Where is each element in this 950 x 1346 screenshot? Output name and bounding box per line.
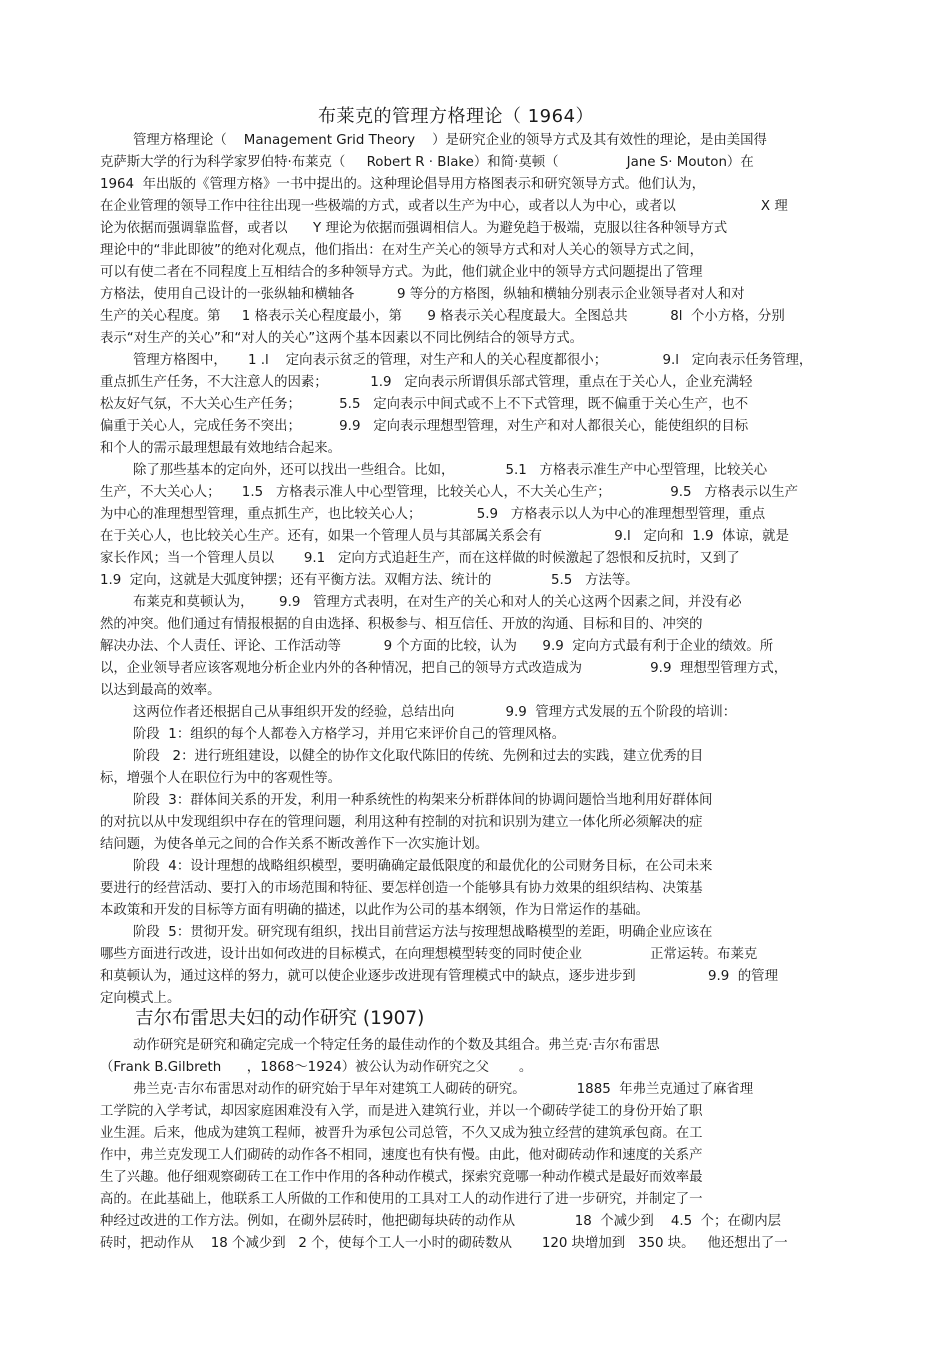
paragraph-line: 阶段 2：进行班组建设，以健全的协作文化取代陈旧的传统、先例和过去的实践，建立优秀的目 [133, 749, 704, 764]
paragraph-line: 砖时，把动作从 18 个减少到 2 个，使每个工人一小时的砌砖数从 120 块增加到 350 块。 他还想出了一 [100, 1236, 788, 1251]
paragraph-line: 除了那些基本的定向外，还可以找出一些组合。比如， 5.1 方格表示准生产中心型管理，比较关心 [133, 463, 768, 478]
paragraph-line: 以，企业领导者应该客观地分析企业内外的各种情况，把自己的领导方式改造成为 9.9 理想型管理方式， [100, 661, 788, 676]
paragraph-line: 和莫顿认为，通过这样的努力，就可以使企业逐步改进现有管理模式中的缺点，逐步进步到 9.9 的管理 [100, 969, 778, 984]
paragraph-line: 解决办法、个人责任、评论、工作活动等 9 个方面的比较，认为 9.9 定向方式最有利于企业的绩效。所 [100, 639, 774, 654]
paragraph-line: 1.9 定向，这就是大弧度钟摆；还有平衡方法。双帽方法、统计的 5.5 方法等。 [100, 573, 639, 588]
paragraph-line: 可以有使二者在不同程度上互相结合的多种领导方式。为此，他们就企业中的领导方式问题提出了管理 [100, 265, 703, 280]
paragraph-line: 阶段 3：群体间关系的开发，利用一种系统性的构架来分析群体间的协调问题恰当地利用好群体间 [133, 793, 713, 808]
paragraph-line: 本政策和开发的目标等方面有明确的描述，以此作为公司的基本纲领，作为日常运作的基础。 [100, 903, 650, 918]
paragraph-line: 哪些方面进行改进，设计出如何改进的目标模式，在向理想模型转变的同时使企业 正常运转。布莱克 [100, 947, 758, 962]
paragraph-line: 松友好气氛，不大关心生产任务； 5.5 定向表示中间式或不上不下式管理，既不偏重于关心生产，也不 [100, 397, 749, 412]
paragraph-line: 然的冲突。他们通过有情报根据的自由选择、积极参与、相互信任、开放的沟通、目标和目的、冲突的 [100, 617, 703, 632]
paragraph-line: 偏重于关心人，完成任务不突出； 9.9 定向表示理想型管理，对生产和对人都很关心，能使组织的目标 [100, 419, 749, 434]
paragraph-line: 在企业管理的领导工作中往往出现一些极端的方式，或者以生产为中心，或者以人为中心，或者以 X 理 [100, 199, 788, 214]
paragraph-line: 业生涯。后来，他成为建筑工程师，被晋升为承包公司总管，不久又成为独立经营的建筑承包商。在工 [100, 1126, 703, 1141]
paragraph-line: 生了兴趣。他仔细观察砌砖工在工作中作用的各种动作模式，探索究竟哪一种动作模式是最好而效率最 [100, 1170, 703, 1185]
paragraph-line: 家长作风；当一个管理人员以 9.1 定向方式追赶生产，而在这样做的时候激起了怨恨和反抗时，又到了 [100, 551, 740, 566]
paragraph-line: 论为依据而强调靠监督，或者以 Y 理论为依据而强调相信人。为避免趋于极端，克服以往各种领导方式 [100, 221, 728, 236]
paragraph-line: 工学院的入学考试，却因家庭困难没有入学，而是进入建筑行业，并以一个砌砖学徒工的身份开始了职 [100, 1104, 703, 1119]
section-title-blake: 布莱克的管理方格理论（ 1964） [318, 106, 595, 127]
paragraph-line: 理论中的“非此即彼”的绝对化观点，他们指出：在对生产关心的领导方式和对人关心的领导方式之间， [100, 243, 704, 258]
paragraph-line: 的对抗以从中发现组织中存在的管理问题，利用这种有控制的对抗和识别为建立一体化所必须解决的症 [100, 815, 703, 830]
paragraph-line: 弗兰克·吉尔布雷思对动作的研究始于早年对建筑工人砌砖的研究。 1885 年弗兰克通过了麻省理 [133, 1082, 754, 1097]
paragraph-line: 以达到最高的效率。 [100, 683, 221, 698]
paragraph-line: 高的。在此基础上，他联系工人所做的工作和使用的工具对工人的动作进行了进一步研究，并制定了一 [100, 1192, 703, 1207]
section-title-gilbreth: 吉尔布雷思夫妇的动作研究 (1907) [135, 1008, 425, 1029]
paragraph-line: 阶段 4：设计理想的战略组织模型，要明确确定最低限度的和最优化的公司财务目标，在公司未来 [133, 859, 713, 874]
paragraph-line: 在于关心人，也比较关心生产。还有，如果一个管理人员与其部属关系会有 9.l 定向和 1.9 体谅，就是 [100, 529, 789, 544]
paragraph-line: 管理方格理论（ Management Grid Theory ）是研究企业的领导方式及其有效性的理论，是由美国得 [133, 133, 767, 148]
paragraph-line: 要进行的经营活动、要打入的市场范围和特征、要怎样创造一个能够具有协力效果的组织结构、决策基 [100, 881, 703, 896]
paragraph-line: 表示“对生产的关心”和“对人的关心”这两个基本因素以不同比例结合的领导方式。 [100, 331, 584, 346]
paragraph-line: 方格法，使用自己设计的一张纵轴和横轴各 9 等分的方格图，纵轴和横轴分别表示企业领导者对人和对 [100, 287, 745, 302]
paragraph-line: 生产，不大关心人； 1.5 方格表示准人中心型管理，比较关心人，不大关心生产； 9.5 方格表示以生产 [100, 485, 799, 500]
paragraph-line: 定向模式上。 [100, 991, 181, 1006]
paragraph-line: 1964 年出版的《管理方格》一书中提出的。这种理论倡导用方格图表示和研究领导方式。他们认为， [100, 177, 705, 192]
paragraph-line: 生产的关心程度。第 1 格表示关心程度最小，第 9 格表示关心程度最大。全图总共 8l 个小方格，分别 [100, 309, 785, 324]
paragraph-line: 阶段 1：组织的每个人都卷入方格学习，并用它来评价自己的管理风格。 [133, 727, 566, 742]
paragraph-line: 克萨斯大学的行为科学家罗伯特·布莱克（ Robert R · Blake）和简·莫顿（ Jane S· Mouton）在 [100, 155, 754, 170]
paragraph-line: 和个人的需示最理想最有效地结合起来。 [100, 441, 342, 456]
paragraph-line: 为中心的准理想型管理，重点抓生产，也比较关心人； 5.9 方格表示以人为中心的准理想型管理，重点 [100, 507, 766, 522]
paragraph-line: 管理方格图中， 1 .l 定向表示贫乏的管理，对生产和人的关心程度都很小； 9.l 定向表示任务管理， [133, 353, 813, 368]
paragraph-line: 标，增强个人在职位行为中的客观性等。 [100, 771, 342, 786]
paragraph-line: 结问题，为使各单元之间的合作关系不断改善作下一次实施计划。 [100, 837, 489, 852]
paragraph-line: 作中，弗兰克发现工人们砌砖的动作各不相同，速度也有快有慢。由此，他对砌砖动作和速度的关系产 [100, 1148, 703, 1163]
paragraph-line: 布莱克和莫顿认为， 9.9 管理方式表明，在对生产的关心和对人的关心这两个因素之间，并没有必 [133, 595, 742, 610]
paragraph-line: 这两位作者还根据自己从事组织开发的经验，总结出向 9.9 管理方式发展的五个阶段的培训： [133, 705, 737, 720]
paragraph-line: 重点抓生产任务，不大注意人的因素； 1.9 定向表示所谓俱乐部式管理，重点在于关心人，企业充满轻 [100, 375, 753, 390]
paragraph-line: （Frank B.Gilbreth ，1868～1924）被公认为动作研究之父 。 [100, 1060, 533, 1075]
paragraph-line: 动作研究是研究和确定完成一个特定任务的最佳动作的个数及其组合。弗兰克·吉尔布雷思 [133, 1038, 660, 1053]
paragraph-line: 阶段 5：贯彻开发。研究现有组织，找出目前营运方法与按理想战略模型的差距，明确企业应该在 [133, 925, 713, 940]
paragraph-line: 种经过改进的工作方法。例如，在砌外层砖时，他把砌每块砖的动作从 18 个减少到 4.5 个；在砌内层 [100, 1214, 781, 1229]
